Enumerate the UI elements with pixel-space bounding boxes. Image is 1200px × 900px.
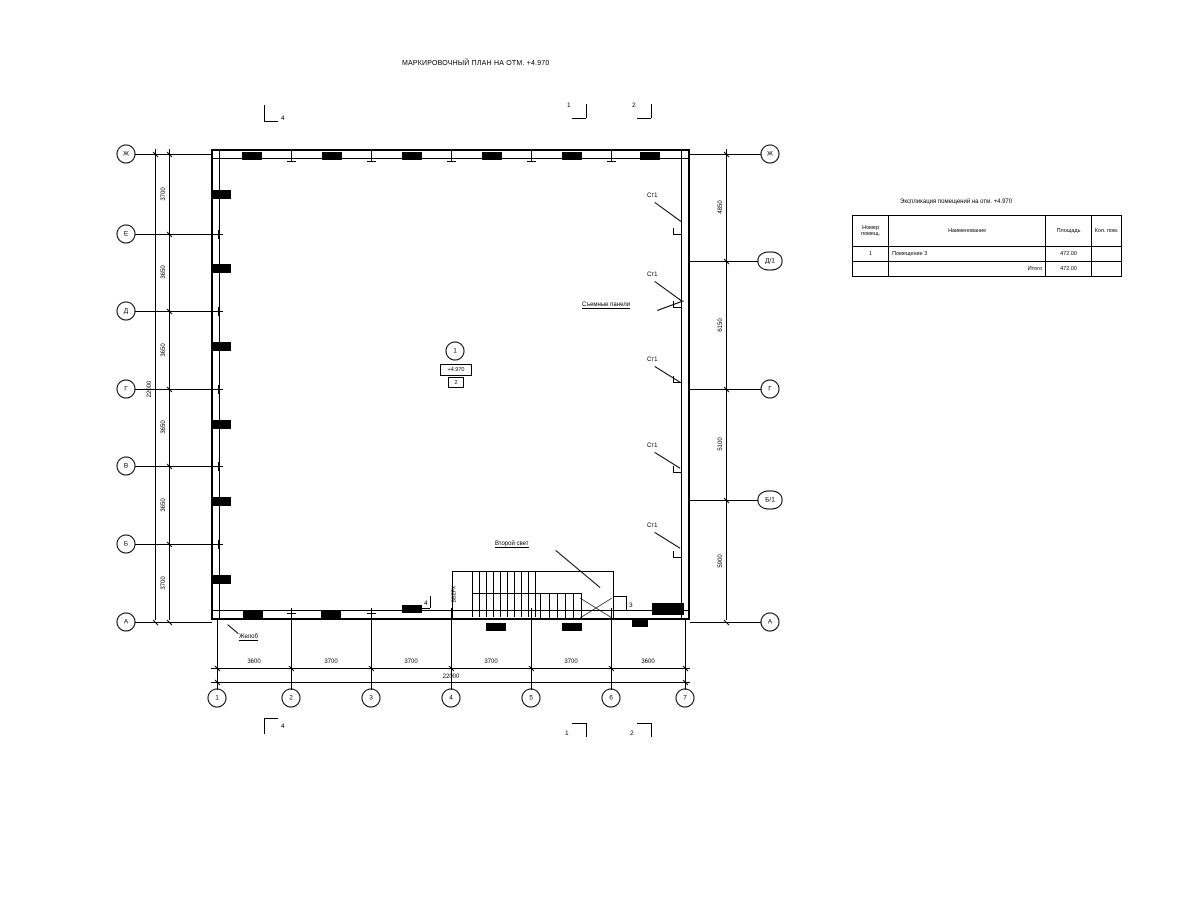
axis-line xyxy=(531,620,532,690)
axis-bubble-b: Б xyxy=(117,535,136,554)
dim-label: 3650 xyxy=(161,343,167,357)
opening-marker xyxy=(580,598,612,618)
dim-line-bottom-total xyxy=(211,682,690,683)
column xyxy=(640,152,660,160)
axis-line xyxy=(690,500,758,501)
axis-bubble-7: 7 xyxy=(676,689,695,708)
column-tick xyxy=(287,161,296,162)
panel-notch xyxy=(673,466,674,473)
panel-notch xyxy=(673,307,682,308)
section-mark-inner-3: 3 xyxy=(629,602,633,609)
column-tick xyxy=(527,161,536,162)
section-mark-top-1: 1 xyxy=(567,102,571,109)
axis-line xyxy=(371,620,372,690)
wall-mark-label: Ст1 xyxy=(647,357,658,363)
axis-bubble-d: Д xyxy=(117,302,136,321)
wall-right-inner xyxy=(681,149,682,620)
dim-label: 3700 xyxy=(161,576,167,590)
section-mark-line xyxy=(418,608,430,609)
section-mark-line xyxy=(637,723,651,724)
stair-direction-label: ВВЕРХ xyxy=(451,585,458,603)
column xyxy=(322,152,342,160)
table-cell-count xyxy=(1091,262,1121,277)
section-mark-bottom-4: 4 xyxy=(281,723,285,730)
dim-line-right xyxy=(726,149,727,620)
column xyxy=(213,342,231,351)
leader-line xyxy=(657,300,684,311)
section-mark-top-2: 2 xyxy=(632,102,636,109)
panel-notch xyxy=(673,551,674,558)
axis-bubble-right-zh: Ж xyxy=(761,145,780,164)
axis-bubble-4: 4 xyxy=(442,689,461,708)
axis-bubble-right-d1: Д/1 xyxy=(758,252,783,271)
dim-label: 3700 xyxy=(404,659,418,665)
axis-line xyxy=(135,544,212,545)
axis-line xyxy=(135,622,212,623)
axis-bubble-5: 5 xyxy=(522,689,541,708)
section-mark-line xyxy=(430,596,431,608)
table-title-text: Экспликация помещений на отм. +4.970 xyxy=(900,199,1013,205)
axis-bubble-1: 1 xyxy=(208,689,227,708)
axis-line xyxy=(135,154,212,155)
column xyxy=(243,611,263,619)
column xyxy=(213,420,231,429)
column-tick xyxy=(371,150,372,161)
axis-bubble-right-a: А xyxy=(761,613,780,632)
table-cell-count xyxy=(1091,247,1121,262)
column xyxy=(562,152,582,160)
page-title: МАРКИРОВОЧНЫЙ ПЛАН НА ОТМ. +4.970 xyxy=(402,60,550,67)
axis-bubble-zh: Ж xyxy=(117,145,136,164)
dim-line-left-total xyxy=(155,149,156,620)
column-tick xyxy=(451,150,452,161)
stair-landing-2 xyxy=(540,593,582,619)
axis-line xyxy=(135,234,212,235)
column xyxy=(213,497,231,506)
dim-label: 5900 xyxy=(718,554,724,568)
column-tick xyxy=(218,230,219,239)
dim-label: 5100 xyxy=(718,437,724,451)
table-cell-number xyxy=(853,262,889,277)
column-tick xyxy=(447,161,456,162)
panel-notch xyxy=(673,472,682,473)
dim-label: 3700 xyxy=(484,659,498,665)
axis-line xyxy=(217,620,218,690)
section-mark-top-4: 4 xyxy=(281,115,285,122)
axis-bubble-2: 2 xyxy=(282,689,301,708)
dim-label: 3600 xyxy=(247,659,261,665)
column xyxy=(632,619,648,627)
table-header-row xyxy=(853,216,1122,247)
column-tick xyxy=(531,150,532,161)
column xyxy=(486,623,506,631)
section-mark-line xyxy=(651,104,652,118)
table-cell-area: 472.00 xyxy=(1046,262,1092,277)
section-mark-bottom-1: 1 xyxy=(565,730,569,737)
elevation-tag: +4.970 xyxy=(440,364,472,376)
axis-line xyxy=(135,466,212,467)
wall-mark-label: Ст1 xyxy=(647,193,658,199)
dim-label: 3600 xyxy=(641,659,655,665)
column xyxy=(482,152,502,160)
column xyxy=(402,605,422,613)
panel-notch xyxy=(673,557,682,558)
leader-line xyxy=(654,366,680,383)
stair-flight xyxy=(472,571,540,617)
wall-left-outer xyxy=(211,149,213,620)
column xyxy=(321,611,341,619)
section-mark-line xyxy=(651,723,652,737)
panel-notch xyxy=(673,234,682,235)
table-header-cell: Кол. пом. xyxy=(1091,216,1121,247)
panel-notch xyxy=(673,228,674,235)
section-mark-line xyxy=(614,596,626,597)
dim-label: 3700 xyxy=(161,187,167,201)
section-mark-line xyxy=(264,105,265,121)
leader-line xyxy=(654,281,681,301)
dim-line-left xyxy=(169,149,170,620)
table-cell-number: 1 xyxy=(853,247,889,262)
axis-bubble-g: Г xyxy=(117,380,136,399)
dim-label: 3700 xyxy=(324,659,338,665)
axis-bubble-6: 6 xyxy=(602,689,621,708)
wall-right-outer xyxy=(688,149,690,620)
section-mark-line xyxy=(572,723,586,724)
wall-mark-label: Ст1 xyxy=(647,443,658,449)
gutter-label: Желоб xyxy=(239,634,258,640)
dim-total-label: 22000 xyxy=(147,380,153,398)
section-mark-line xyxy=(637,118,651,119)
column-tick xyxy=(291,150,292,161)
axis-line xyxy=(291,620,292,690)
axis-bubble-e: Е xyxy=(117,225,136,244)
table-cell-name: Помещение 3 xyxy=(889,247,1046,262)
leader-line xyxy=(227,624,238,634)
column xyxy=(213,190,231,199)
section-mark-line xyxy=(586,723,587,737)
section-mark-line xyxy=(264,718,278,719)
explication-table xyxy=(852,215,1122,277)
table-title xyxy=(900,190,1012,208)
dim-label: 3700 xyxy=(564,659,578,665)
table-header-cell: Номер помещ. xyxy=(853,216,889,247)
table-header-cell: Наименование xyxy=(889,216,1046,247)
axis-bubble-3: 3 xyxy=(362,689,381,708)
wall-mark-label: Ст1 xyxy=(647,523,658,529)
table-header-cell: Площадь xyxy=(1046,216,1092,247)
column-tick xyxy=(218,385,219,394)
removable-panels-label: Съемные панели xyxy=(582,302,631,308)
column xyxy=(242,152,262,160)
column-tick xyxy=(218,540,219,549)
second-light-label: Второй свет xyxy=(495,541,529,547)
table-row xyxy=(853,247,1122,262)
axis-line xyxy=(135,311,212,312)
column-tick xyxy=(611,150,612,161)
column-tick xyxy=(218,462,219,471)
dim-total-label: 22000 xyxy=(442,674,460,680)
axis-bubble-right-g: Г xyxy=(761,380,780,399)
column xyxy=(402,152,422,160)
column-tick xyxy=(218,307,219,316)
table-cell-area: 472.00 xyxy=(1046,247,1092,262)
section-mark-line xyxy=(586,104,587,118)
leader-line xyxy=(654,452,680,469)
leader-line xyxy=(654,202,681,222)
section-mark-line xyxy=(264,121,278,122)
column xyxy=(213,575,231,584)
table-cell-name: Итого xyxy=(889,262,1046,277)
dim-label: 4850 xyxy=(718,200,724,214)
column-tick xyxy=(287,613,296,614)
panel-notch xyxy=(673,382,682,383)
column xyxy=(652,603,684,615)
axis-bubble-right-b1: Б/1 xyxy=(758,491,783,510)
axis-line xyxy=(685,620,686,690)
section-mark-inner-4: 4 xyxy=(424,600,428,607)
room-number-bubble: 1 xyxy=(446,342,465,361)
column-tick xyxy=(367,613,376,614)
axis-line xyxy=(690,261,758,262)
leader-line xyxy=(654,532,680,549)
section-mark-line xyxy=(572,118,586,119)
dim-label: 6150 xyxy=(718,318,724,332)
column-tick xyxy=(367,161,376,162)
axis-bubble-a: А xyxy=(117,613,136,632)
axis-line xyxy=(611,620,612,690)
dim-label: 3650 xyxy=(161,265,167,279)
wall-left-inner xyxy=(219,149,220,620)
dim-label: 3650 xyxy=(161,420,167,434)
wall-mark-label: Ст1 xyxy=(647,272,658,278)
table-row xyxy=(853,262,1122,277)
section-mark-line xyxy=(264,718,265,734)
column xyxy=(213,264,231,273)
section-mark-bottom-2: 2 xyxy=(630,730,634,737)
axis-bubble-v: В xyxy=(117,457,136,476)
column-tick xyxy=(607,161,616,162)
column xyxy=(562,623,582,631)
dim-label: 3650 xyxy=(161,498,167,512)
node-tag: 2 xyxy=(448,377,464,388)
section-mark-line xyxy=(626,596,627,610)
